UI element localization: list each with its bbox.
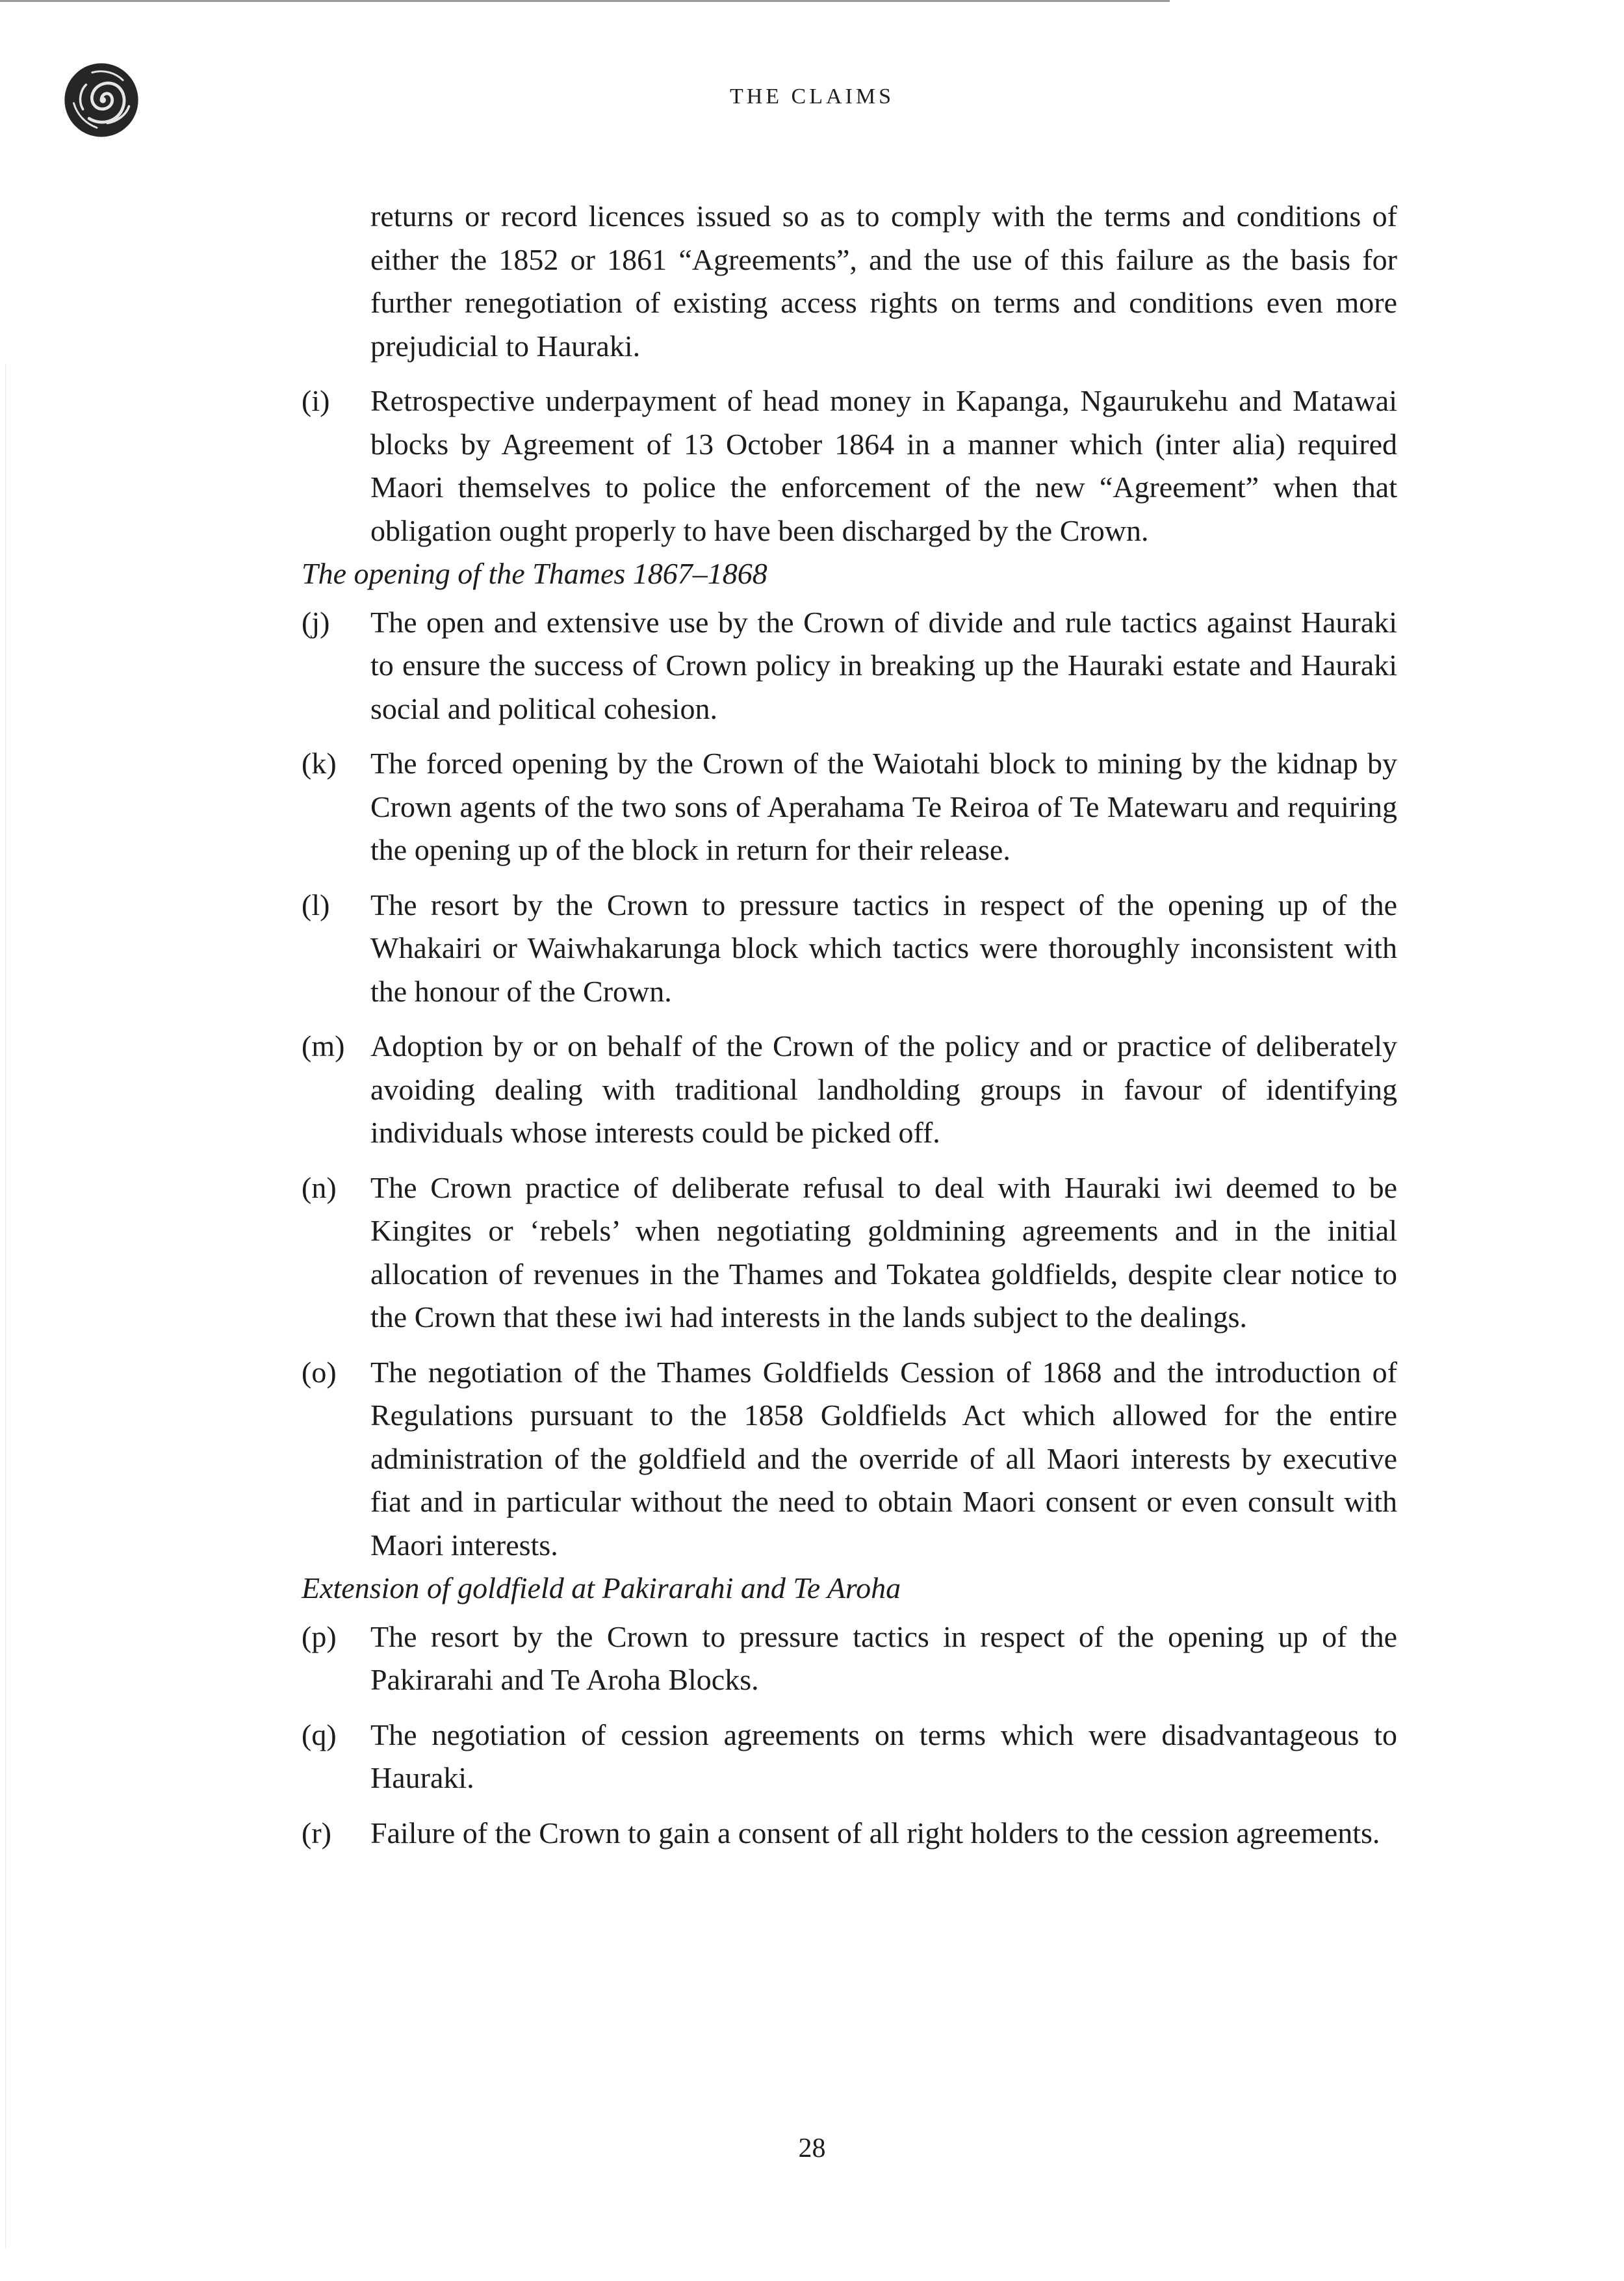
- item-text: The Crown practice of deliberate refusal to deal with Hauraki iwi deemed to be Kingites or ‘rebels’ when negotiating goldmining agreements and in the initial allocation of revenues in the Thames and Tokatea goldfields, despite clear notice to the Crown that these iwi had interests in the lands subject to the dealings.: [370, 1170, 1397, 1334]
- section-heading-thames: The opening of the Thames 1867–1868: [302, 557, 767, 590]
- item-text: The negotiation of the Thames Goldfields Cession of 1868 and the introduction of Regulations pursuant to the 1858 Goldfields Act which allowed for the entire administration of the goldfield and the override of all Maori interests by executive fiat and in particular without the need to obtain Maori consent or even consult with Maori interests.: [370, 1355, 1397, 1562]
- claim-item-m: [302, 1025, 1397, 1155]
- claim-item-o: [302, 1351, 1397, 1567]
- item-text: The resort by the Crown to pressure tactics in respect of the opening up of the Pakirarahi and Te Aroha Blocks.: [370, 1619, 1397, 1696]
- item-label: (k): [302, 747, 337, 780]
- top-rule: [0, 0, 1170, 2]
- page-number: 28: [798, 2133, 826, 2163]
- claim-item-k: [302, 742, 1397, 872]
- item-label: (m): [302, 1029, 345, 1063]
- item-label: (j): [302, 605, 330, 639]
- item-text: Retrospective underpayment of head money in Kapanga, Ngaurukehu and Matawai blocks by Agreement of 13 October 1864 in a manner which (inter alia) required Maori themselves to police the enforcement of the new “Agreement” when that obligation ought properly to have been discharged by the Crown.: [370, 384, 1397, 547]
- item-text: Adoption by or on behalf of the Crown of the policy and or practice of deliberately avoiding dealing with traditional landholding groups in favour of identifying individuals whose interests could be picked off.: [370, 1029, 1397, 1149]
- claim-item-l: [302, 884, 1397, 1014]
- item-label: (i): [302, 384, 330, 417]
- section-heading-extension: Extension of goldfield at Pakirarahi and Te Aroha: [302, 1571, 901, 1604]
- claim-item-q: [302, 1714, 1397, 1800]
- claim-item-p: [302, 1616, 1397, 1702]
- item-text: The resort by the Crown to pressure tactics in respect of the opening up of the Whakairi or Waiwhakarunga block which tactics were thoroughly inconsistent with the honour of the Crown.: [370, 888, 1397, 1008]
- item-label: (o): [302, 1355, 337, 1389]
- page-body: [302, 195, 1397, 1855]
- continued-paragraph: returns or record licences issued so as to comply with the terms and conditions of either the 1852 or 1861 “Agreements”, and the use of this failure as the basis for further renegotiation of existing access rights on terms and conditions even more prejudicial to Hauraki.: [370, 200, 1397, 363]
- running-head: THE CLAIMS: [729, 84, 895, 109]
- item-label: (r): [302, 1816, 331, 1849]
- item-label: (q): [302, 1718, 337, 1751]
- item-text: The open and extensive use by the Crown of divide and rule tactics against Hauraki to ensure the success of Crown policy in breaking up the Hauraki estate and Hauraki social and political cohesion.: [370, 605, 1397, 725]
- item-label: (p): [302, 1619, 337, 1653]
- claim-item-r: [302, 1812, 1397, 1855]
- item-text: Failure of the Crown to gain a consent of all right holders to the cession agreements.: [370, 1816, 1380, 1849]
- claim-item-j: [302, 601, 1397, 731]
- page-edge-line: [5, 364, 6, 2249]
- item-text: The negotiation of cession agreements on terms which were disadvantageous to Hauraki.: [370, 1718, 1397, 1794]
- item-text: The forced opening by the Crown of the Waiotahi block to mining by the kidnap by Crown agents of the two sons of Aperahama Te Reiroa of Te Matewaru and requiring the opening up of the block in return for their release.: [370, 747, 1397, 866]
- claim-item-i: [302, 380, 1397, 552]
- item-label: (n): [302, 1170, 337, 1204]
- claim-item-n: [302, 1166, 1397, 1339]
- item-label: (l): [302, 888, 330, 921]
